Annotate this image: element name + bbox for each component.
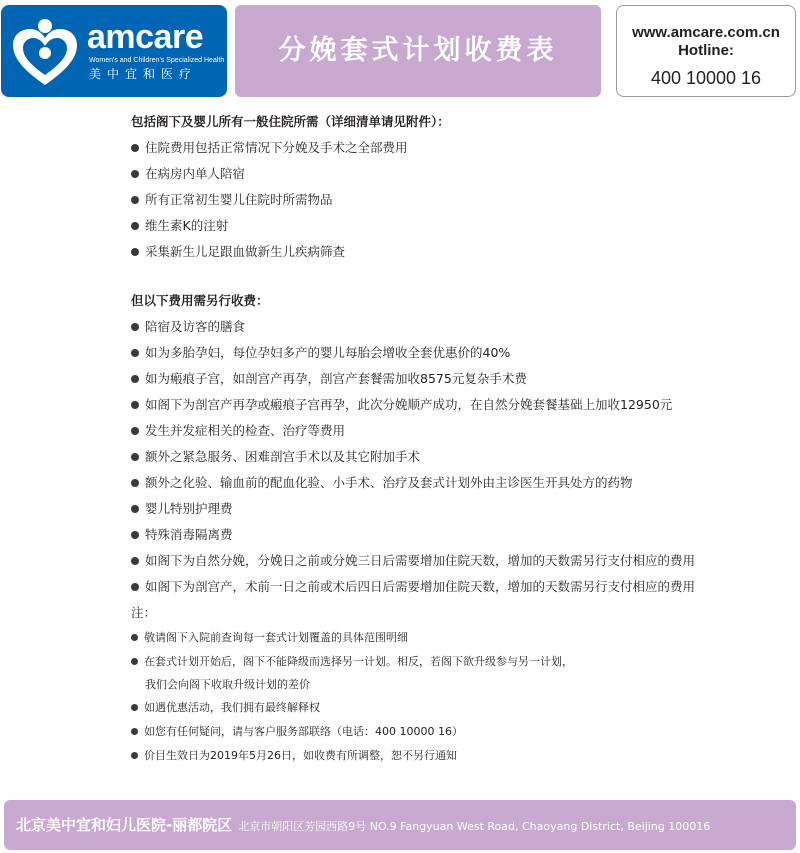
brand-name: amcare [87,18,204,56]
list-item: 额外之化验、输血前的配血化验、小手术、治疗及套式计划外由主诊医生开具处方的药物 [131,470,781,496]
footer-text [16,800,710,850]
bullet-icon [131,401,139,409]
bullet-icon [131,349,139,357]
list-item: 住院费用包括正常情况下分娩及手术之全部费用 [131,135,781,161]
bullet-icon [131,479,139,487]
bullet-icon [131,634,138,641]
note-item: 敬请阁下入院前查询每一套式计划覆盖的具体范围明细 [131,626,781,650]
bullet-icon [131,728,138,735]
note-item-continued: 我们会向阁下收取升级计划的差价 [145,678,310,691]
mother-child-heart-icon [11,17,79,87]
extra-charges-heading: 但以下费用需另行收费： [131,293,269,308]
brand-chinese-name: 美中宜和医疗 [89,67,198,81]
hotline-number: 400 10000 16 [650,68,762,88]
logo [1,5,227,97]
bullet-icon [131,248,139,256]
footer-banner [4,800,796,850]
list-item: 婴儿特别护理费 [131,496,781,522]
list-item: 在病房内单人陪宿 [131,161,781,187]
website-link[interactable]: www.amcare.com.cn [632,24,780,41]
list-item: 采集新生儿足跟血做新生儿疾病筛查 [131,239,781,265]
fee-content [131,112,781,768]
bullet-icon [131,375,139,383]
list-item: 如阁下为剖宫产，术前一日之前或术后四日后需要增加住院天数，增加的天数需另行支付相应的费用 [131,574,781,600]
list-item: 维生素K的注射 [131,213,781,239]
contact-box [616,5,796,97]
note-item: 如您有任何疑问，请与客户服务部联络（电话：400 10000 16） [131,720,781,744]
bullet-icon [131,583,139,591]
title-banner [235,5,601,97]
bullet-icon [131,453,139,461]
bullet-icon [131,658,138,665]
bullet-icon [131,704,138,711]
notes-label: 注： [131,605,157,620]
note-item: 如遇优惠活动，我们拥有最终解释权 [131,696,781,720]
list-item: 所有正常初生婴儿住院时所需物品 [131,187,781,213]
bullet-icon [131,752,138,759]
bullet-icon [131,144,139,152]
bullet-icon [131,531,139,539]
note-item: 价目生效日为2019年5月26日，如收费有所调整，恕不另行通知 [131,744,781,768]
bullet-icon [131,323,139,331]
hotline-label: Hotline: [678,42,734,59]
list-item: 如为多胎孕妇，每位孕妇多产的婴儿每胎会增收全套优惠价的40% [131,340,781,366]
list-item: 如为瘢痕子宫，如剖宫产再孕，剖宫产套餐需加收8575元复杂手术费 [131,366,781,392]
bullet-icon [131,170,139,178]
bullet-icon [131,196,139,204]
bullet-icon [131,557,139,565]
included-heading: 包括阁下及婴儿所有一般住院所需（详细清单请见附件）： [131,114,450,129]
hospital-name: 北京美中宜和妇儿医院-丽都院区 [16,816,233,834]
list-item: 陪宿及访客的膳食 [131,314,781,340]
list-item: 额外之紧急服务、困难剖宫手术以及其它附加手术 [131,444,781,470]
bullet-icon [131,505,139,513]
list-item: 特殊消毒隔离费 [131,522,781,548]
list-item: 如阁下为自然分娩，分娩日之前或分娩三日后需要增加住院天数，增加的天数需另行支付相应的费用 [131,548,781,574]
list-item: 发生并发症相关的检查、治疗等费用 [131,418,781,444]
list-item: 如阁下为剖宫产再孕或瘢痕子宫再孕，此次分娩顺产成功，在自然分娩套餐基础上加收12950元 [131,392,781,418]
note-item: 在套式计划开始后，阁下不能降级而选择另一计划。相反，若阁下欲升级参与另一计划， [131,650,781,674]
hospital-address: 北京市朝阳区芳园西路9号 NO.9 Fangyuan West Road, Chaoyang District, Beijing 100016 [238,820,711,833]
bullet-icon [131,427,139,435]
page-title: 分娩套式计划收费表 [278,35,558,66]
brand-subtitle: Women's and Children's Specialized Health [89,57,225,64]
bullet-icon [131,222,139,230]
